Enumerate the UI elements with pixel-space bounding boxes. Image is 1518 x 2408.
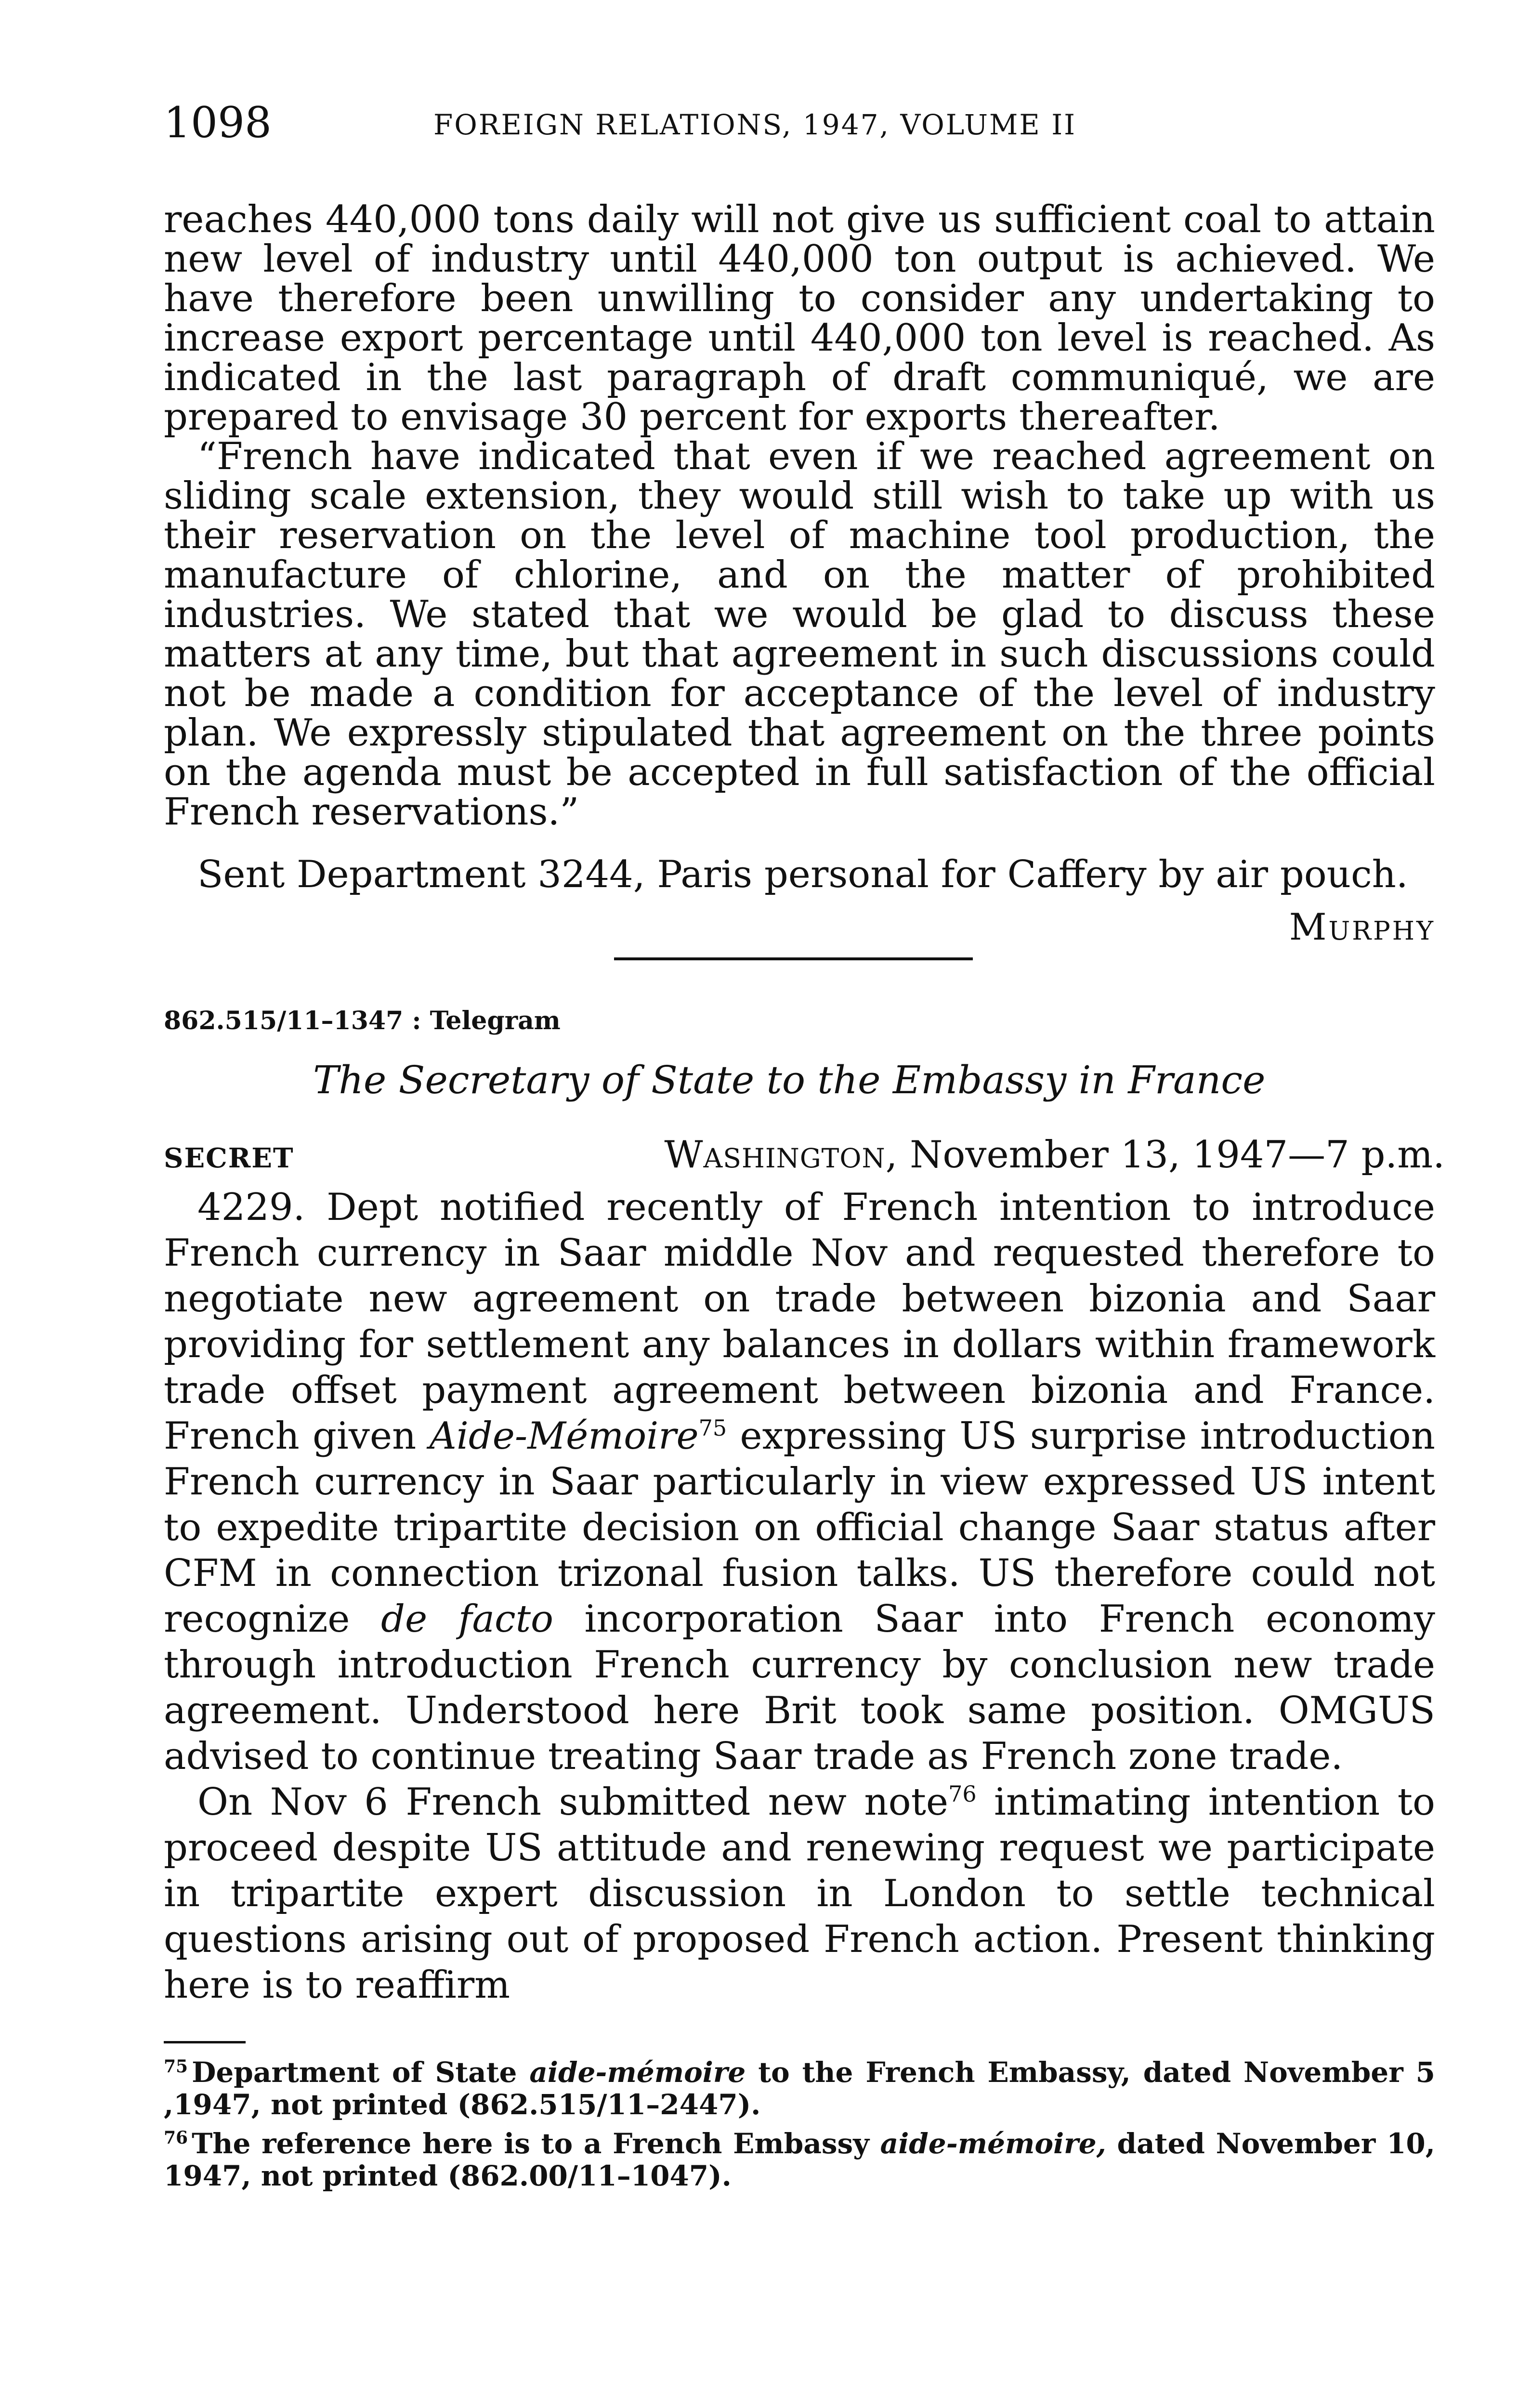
footnote-reference: 75 [698,1415,727,1441]
footnote-mark: 75 [164,2056,188,2077]
paragraph-text: expressing US surprise introduction French currency in Saar particularly in view expressed US intent to expedite tripartite decision on official change Saar status after CFM in connection trizonal fusion talks. US therefore could not recognize [164,1414,1435,1641]
document-title: The Secretary of State to the Embassy in France [313,1058,1266,1102]
continued-paragraph: reaches 440,000 tons daily will not give us sufficient coal to attain new level of industry until 440,000 ton output is achieved. We have therefore been unwilling to consider any undertaking to increase export percentage until 440,000 ton level is reached. As indicated in the last paragraph of draft communiqué, we are prepared to envisage 30 percent for exports thereafter. [164,198,1435,439]
page-number: 1098 [164,98,272,147]
file-reference: 862.515/11–1347 : Telegram [164,1006,561,1035]
paragraph-text: On Nov 6 French submitted new note [197,1780,949,1824]
footnote-text: The reference here is to a French Embassy [192,2127,880,2160]
transmittal-line: Sent Department 3244, Paris personal for Caffery by air pouch. [197,853,1408,896]
paragraph-text: incorporation Saar into French economy through introduction French currency by conclusion new trade agreement. Understood here Brit took same position. OMGUS advised to continue treating Saar trade as French zone trade. [164,1597,1435,1778]
emphasis-text: de facto [381,1597,554,1641]
footnote-mark: 76 [164,2127,188,2148]
quoted-paragraph: “French have indicated that even if we reached agreement on sliding scale extension, they would still wish to take up with us their reservation on the level of machine tool production, the manufacture of chlorine, and on the matter of prohibited industries. We stated that we would be glad to discuss these matters at any time, but that agreement in such discussions could not be made a condition for acceptance of the level of industry plan. We expressly stipulated that agreement on the three points on the agenda must be accepted in full satisfaction of the official French reservations.” [164,435,1435,834]
footnotes [164,2056,1435,2199]
telegram-paragraph-1 [164,1185,1435,1780]
footnote-text: Department of State [192,2056,530,2089]
dateline-date: November 13, 1947—7 p.m. [910,1133,1445,1177]
emphasis-text: Aide-Mémoire [429,1414,699,1458]
dateline-city: Washington, [664,1133,898,1177]
running-head: FOREIGN RELATIONS, 1947, VOLUME II [433,108,1077,141]
dateline [664,1132,1445,1178]
signature: Murphy [1289,905,1435,948]
previous-document-body [164,200,1435,894]
telegram-paragraph-2 [164,1780,1435,2008]
section-divider [614,957,973,960]
footnote-text: to the French Embassy, dated November 5 ,1947, not printed (862.515/11–2447). [164,2056,1436,2121]
footnote-76 [164,2128,1435,2192]
footnote-75 [164,2056,1435,2121]
emphasis-text: aide-mémoire [529,2056,746,2089]
page-header [164,99,1435,152]
paragraph-text: 4229. Dept notified recently of French intention to introduce French currency in Saar middle Nov and requested therefore to negotiate new agreement on trade between bizonia and Saar providing for settlement any balances in dollars within framework trade offset payment agreement between bizonia and France. French given [164,1186,1435,1458]
footnote-text: dated November 10, 1947, not printed (862.00/11–1047). [164,2127,1435,2192]
telegram-body [164,1185,1435,2008]
footnote-divider [164,2041,246,2043]
paragraph-text: intimating intention to proceed despite US attitude and renewing request we participate in tripartite expert discussion in London to settle technical questions arising out of proposed French action. Present thinking here is to reaffirm [164,1780,1435,2007]
footnote-reference: 76 [948,1781,977,1807]
emphasis-text: aide-mémoire, [880,2127,1106,2160]
classification-marking: SECRET [164,1142,294,1174]
